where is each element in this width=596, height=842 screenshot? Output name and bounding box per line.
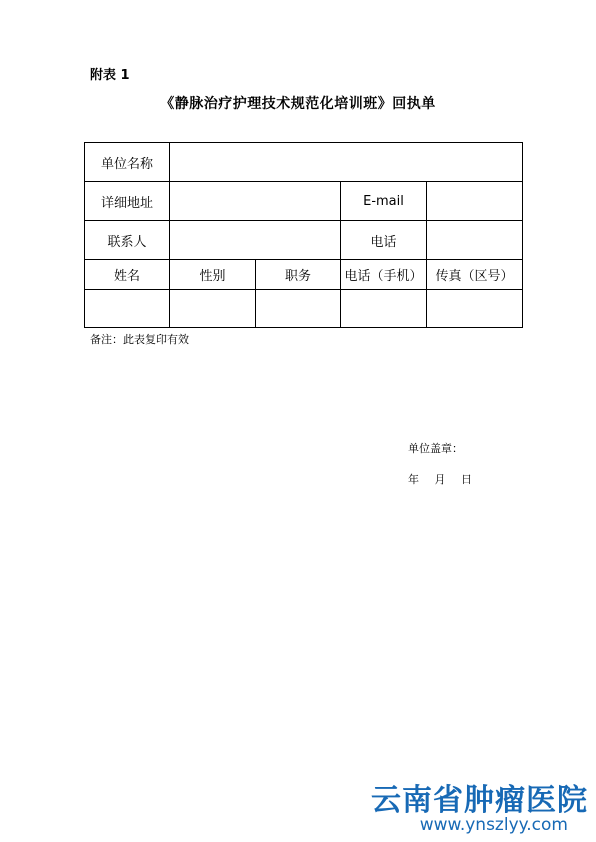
column-header-fax: 传真（区号） (427, 260, 523, 290)
form-title: 《静脉治疗护理技术规范化培训班》回执单 (160, 96, 436, 112)
column-header-mobile: 电话（手机） (341, 260, 427, 290)
phone-field[interactable] (427, 221, 523, 260)
contact-label: 联系人 (85, 221, 170, 260)
note-text: 备注：此表复印有效 (90, 333, 189, 346)
table-row (85, 290, 523, 328)
position-cell[interactable] (256, 290, 341, 328)
date-label: 年 月 日 (408, 473, 472, 486)
gender-cell[interactable] (170, 290, 256, 328)
email-field[interactable] (427, 182, 523, 221)
annex-label: 附表 1 (90, 68, 130, 83)
mobile-cell[interactable] (341, 290, 427, 328)
fax-cell[interactable] (427, 290, 523, 328)
watermark-hospital-name: 云南省肿瘤医院 (371, 783, 588, 818)
column-header-gender: 性别 (170, 260, 256, 290)
column-header-position: 职务 (256, 260, 341, 290)
registration-form-table (84, 142, 523, 328)
table-row (85, 143, 523, 182)
watermark-url: www.ynszlyy.com (419, 815, 568, 835)
address-label: 详细地址 (85, 182, 170, 221)
table-row (85, 221, 523, 260)
unit-name-field[interactable] (170, 143, 523, 182)
email-label: E-mail (341, 182, 427, 221)
name-cell[interactable] (85, 290, 170, 328)
stamp-label: 单位盖章： (408, 442, 463, 455)
table-row (85, 182, 523, 221)
unit-name-label: 单位名称 (85, 143, 170, 182)
address-field[interactable] (170, 182, 341, 221)
phone-label: 电话 (341, 221, 427, 260)
column-header-name: 姓名 (85, 260, 170, 290)
table-header-row (85, 260, 523, 290)
contact-field[interactable] (170, 221, 341, 260)
